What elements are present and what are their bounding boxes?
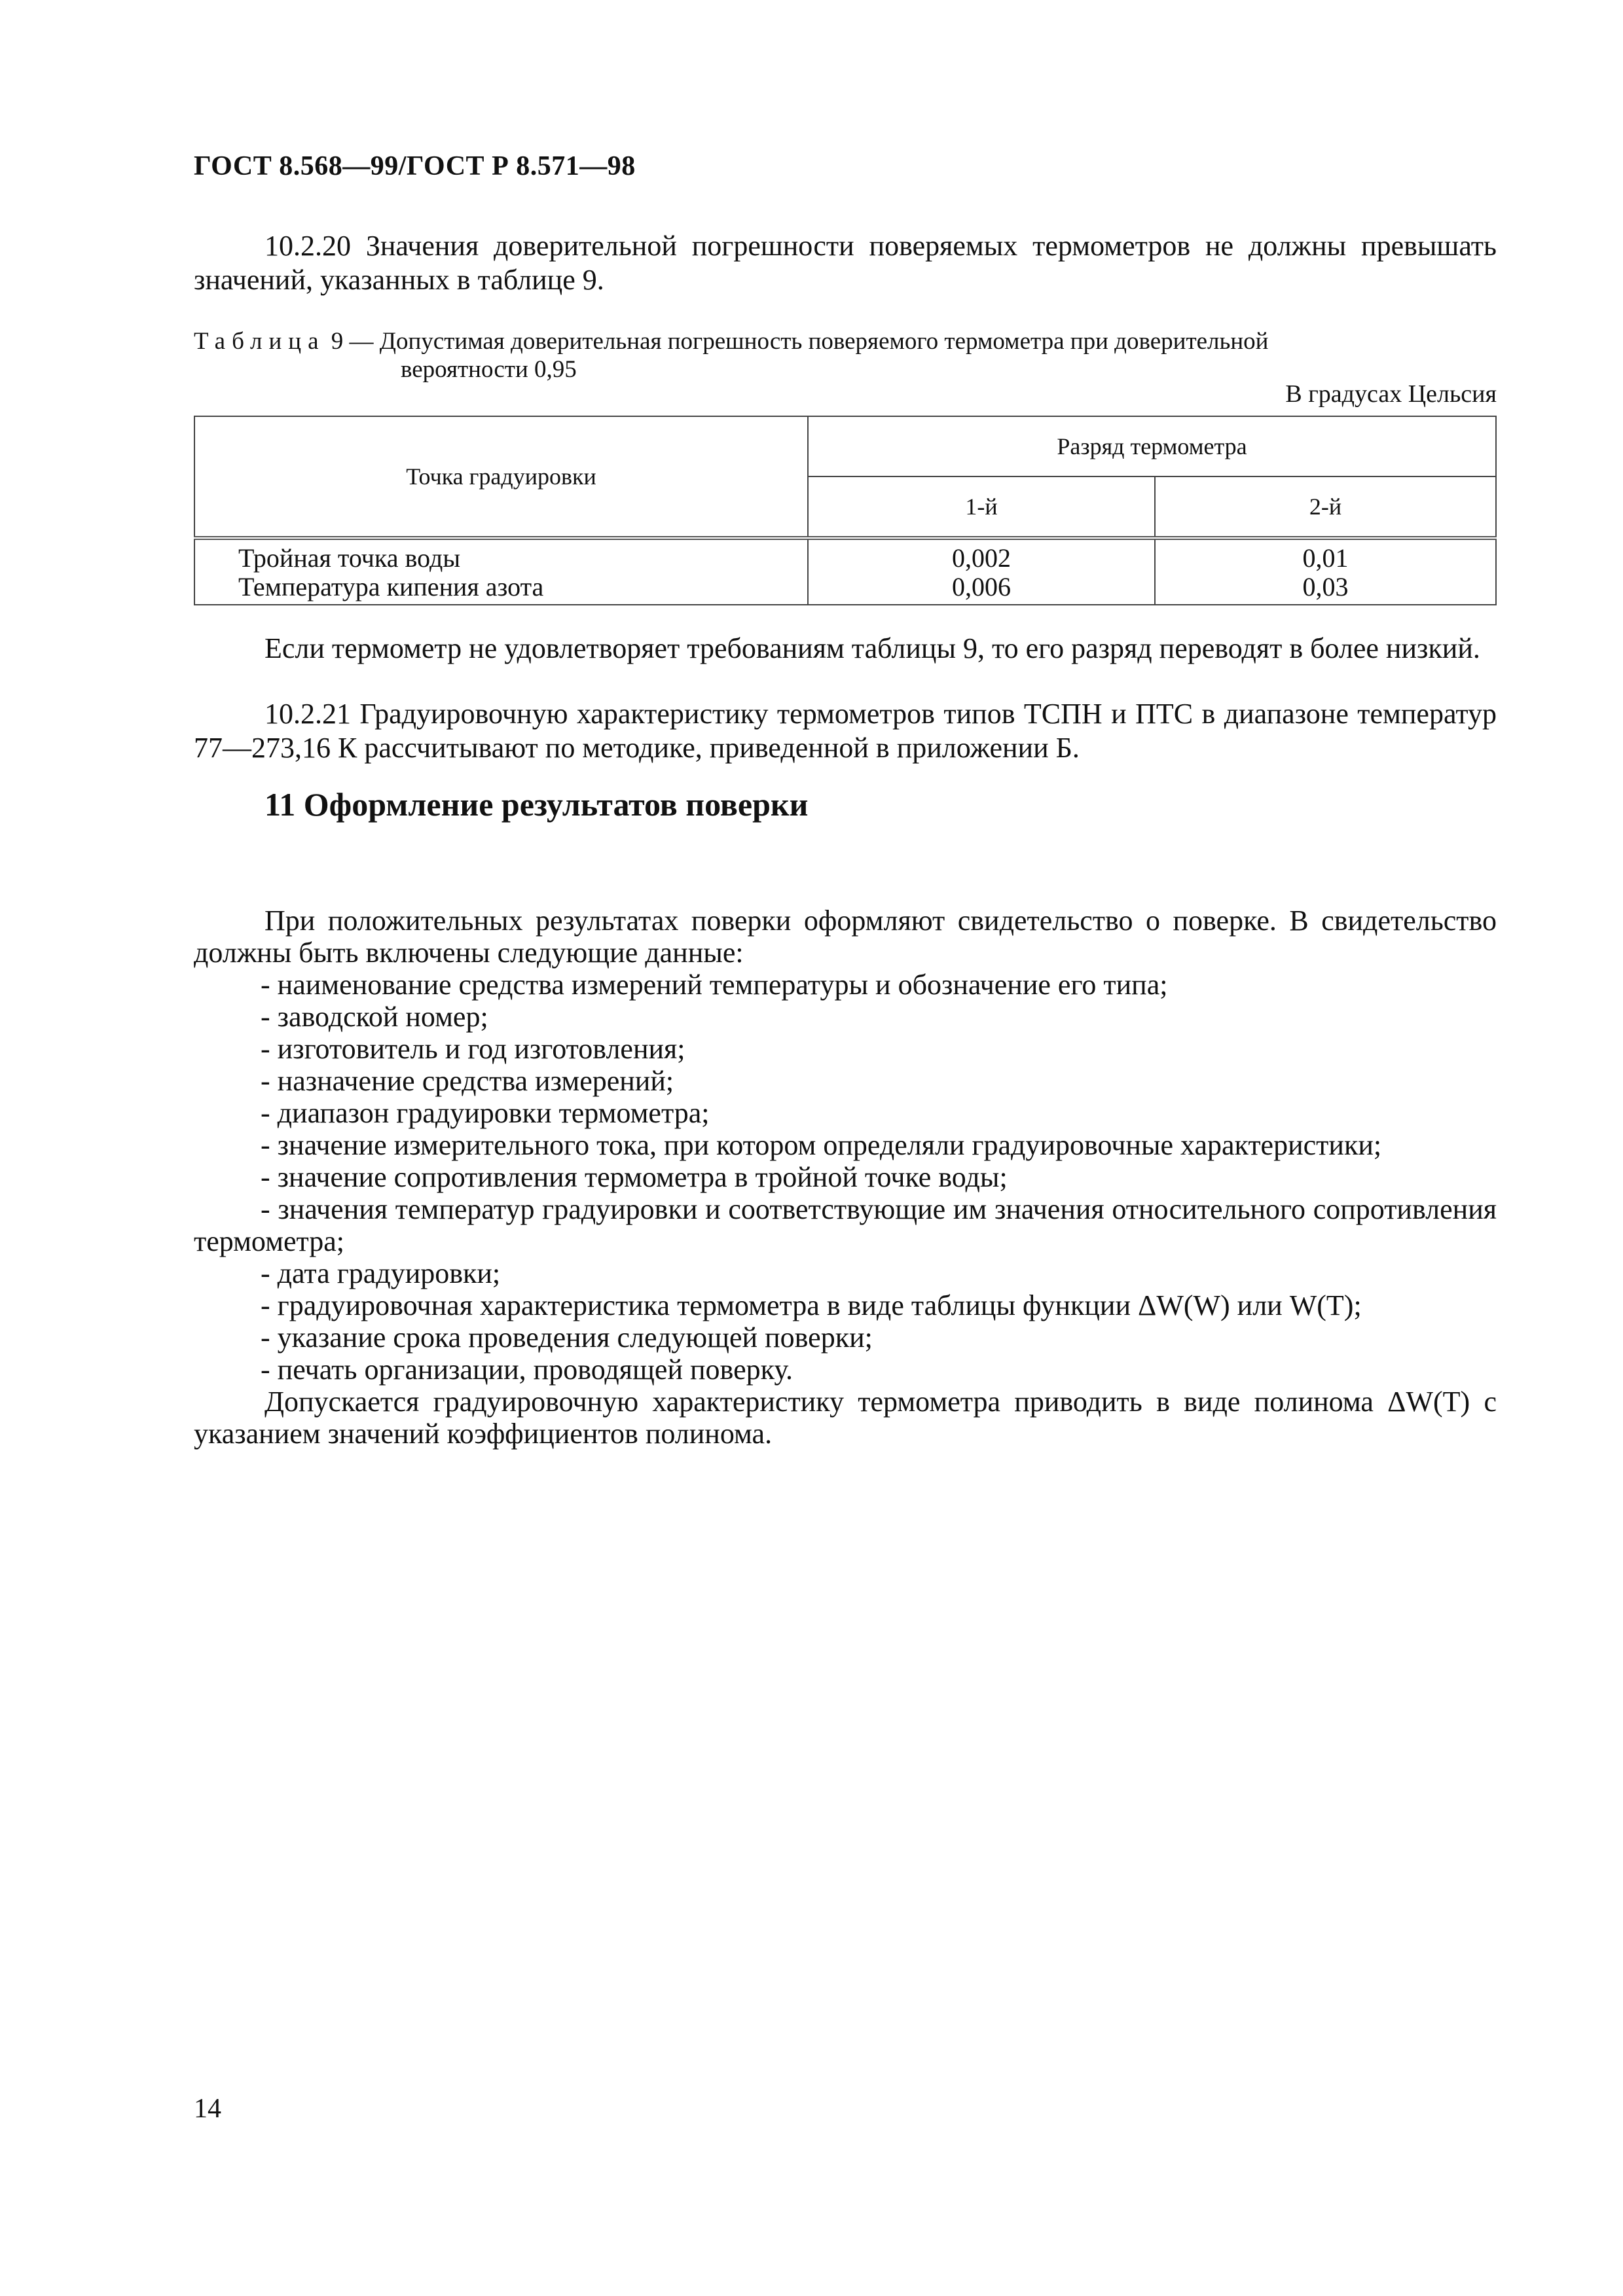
header-col-1: 1-й [808,476,1155,538]
list-item: - наименование средства измерений температуры и обозначение его типа; [261,969,1168,1001]
list-item: - значение сопротивления термометра в тройной точке воды; [261,1161,1008,1193]
list-item: - дата градуировки; [261,1257,501,1289]
list-item: - назначение средства измерений; [261,1065,674,1097]
paragraph-10-2-21: 10.2.21 Градуировочную характеристику термометров типов ТСПН и ПТС в диапазоне температур 77—273,16 К рассчитывают по методике, приведенной в приложении Б. [194,698,1497,764]
table-row [194,538,1496,573]
section-11-intro: При положительных результатах поверки оформляют свидетельство о поверке. В свидетельство должны быть включены следующие данные: [194,905,1497,969]
row-value-1: 0,002 [808,538,1155,573]
table-9 [194,416,1497,605]
table-caption-label: Таблица [194,328,325,355]
row-value-1: 0,006 [808,573,1155,605]
list-item: - изготовитель и год изготовления; [261,1033,685,1065]
header-rank: Разряд термометра [808,416,1496,476]
table-unit-note: В градусах Цельсия [1285,380,1497,408]
list-item: - значение измерительного тока, при котором определяли градуировочные характеристики; [261,1129,1382,1161]
row-name: Тройная точка воды [194,538,808,573]
list-item: - градуировочная характеристика термометра в виде таблицы функции ΔW(W) или W(T); [261,1289,1362,1321]
section-11-title: 11 Оформление результатов поверки [264,786,809,823]
list-item: - заводской номер; [261,1001,488,1033]
document-header: ГОСТ 8.568—99/ГОСТ Р 8.571—98 [194,151,636,181]
table-caption-text: 9 — Допустимая доверительная погрешность поверяемого термометра при доверительной [331,328,1269,355]
row-name: Температура кипения азота [194,573,808,605]
page-number: 14 [194,2094,221,2124]
paragraph-10-2-20: 10.2.20 Значения доверительной погрешности поверяемых термометров не должны превышать значений, указанных в таблице 9. [194,230,1497,296]
section-11-body [194,905,1497,1450]
row-value-2: 0,01 [1155,538,1496,573]
section-11-closing: Допускается градуировочную характеристику термометра приводить в виде полинома ΔW(T) с указанием значений коэффициентов полинома. [194,1386,1497,1450]
row-value-2: 0,03 [1155,573,1496,605]
table-caption-text-line2: вероятности 0,95 [401,356,577,383]
header-col-2: 2-й [1155,476,1496,538]
table-row [194,573,1496,605]
list-item: - значения температур градуировки и соответствующие им значения относительного сопротивления термометра; [194,1193,1497,1257]
header-point: Точка градуировки [194,416,808,538]
list-item: - указание срока проведения следующей поверки; [261,1321,873,1354]
table-caption [194,327,1497,384]
list-item: - печать организации, проводящей поверку. [261,1354,793,1386]
list-item: - диапазон градуировки термометра; [261,1097,710,1129]
paragraph-after-table: Если термометр не удовлетворяет требованиям таблицы 9, то его разряд переводят в более низкий. [264,632,1480,664]
